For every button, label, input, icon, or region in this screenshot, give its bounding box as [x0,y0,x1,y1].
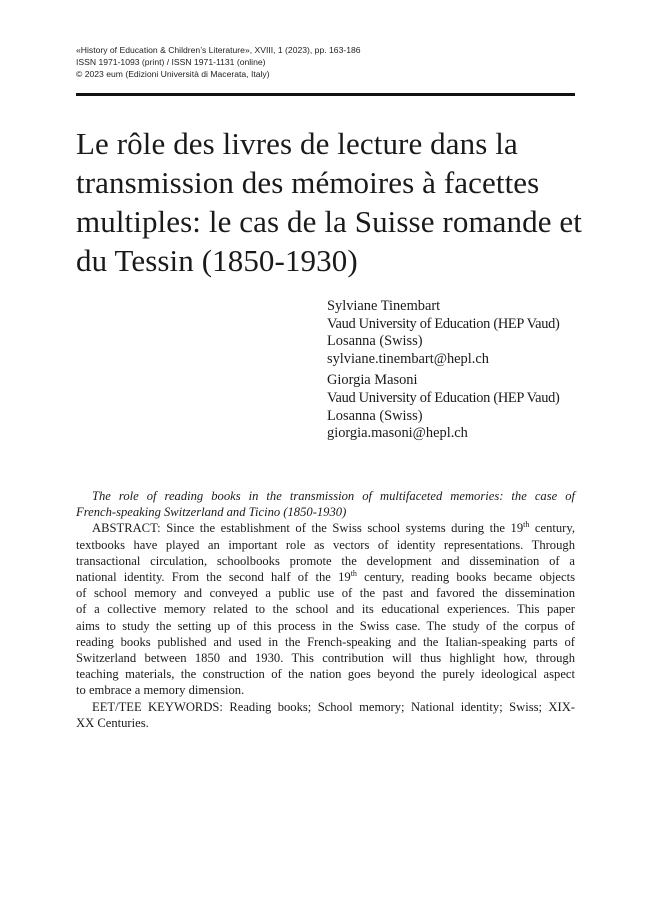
author-email[interactable]: sylviane.tinembart@hepl.ch [327,350,489,367]
abstract-text: century, reading books became objects [356,570,575,585]
author-affiliation: Vaud University of Education (HEP Vaud) [327,315,560,332]
abstract-line: of a collective memory related to the school and its educational experiences. This paper [76,602,575,617]
title-line: Le rôle des livres de lecture dans la [76,126,518,161]
abstract-text: ABSTRACT: Since the establishment of the Swiss school systems during the 19 [92,521,524,536]
abstract-text: century, [529,521,575,536]
author-name: Sylviane Tinembart [327,298,441,314]
abstract-line: transactional circulation, schoolbooks promote the development and dissemination of a [76,553,575,568]
superscript: th [523,520,530,530]
abstract-line: Switzerland between 1850 and 1930. This contribution will thus highlight how, through [76,651,575,666]
author-block [327,372,587,442]
abstract-line [76,569,575,585]
keywords-line: XX Centuries. [76,715,149,730]
author-location: Losanna (Swiss) [327,333,423,350]
paper-title [76,124,596,280]
abstract-line: reading books published and used in the French-speaking and the Italian-speaking parts of [76,634,575,649]
english-title-line: The role of reading books in the transmission of multifaceted memories: the case of [92,489,575,503]
keywords-line: EET/TEE KEYWORDS: Reading books; School memory; National identity; Swiss; XIX- [92,699,575,714]
abstract-line: of school memory and conveyed a public use of the past and favored the dissemination [76,586,575,601]
english-title-line: French-speaking Switzerland and Ticino (1850-1930) [76,505,347,520]
title-line: du Tessin (1850-1930) [76,243,358,278]
title-line: transmission des mémoires à facettes [76,165,540,200]
author-email[interactable]: giorgia.masoni@hepl.ch [327,425,468,442]
author-block [327,298,587,368]
abstract-line: teaching materials, the construction of the nation goes beyond the purely ideological aspect [76,667,575,682]
header-rule [76,93,575,96]
journal-citation: «History of Education & Children’s Literature», XVIII, 1 (2023), pp. 163-186 [76,45,361,55]
title-line: multiples: le cas de la Suisse romande et [76,204,583,239]
abstract-line: aims to study the setting up of this process in the Swiss case. The study of the corpus of [76,618,575,633]
author-name: Giorgia Masoni [327,372,418,389]
journal-header [76,44,576,80]
journal-issn: ISSN 1971-1093 (print) / ISSN 1971-1131 (online) [76,57,266,67]
journal-copyright: © 2023 eum (Edizioni Università di Macerata, Italy) [76,69,270,79]
author-list [327,298,587,443]
superscript: th [350,568,357,578]
author-affiliation: Vaud University of Education (HEP Vaud) [327,389,560,406]
abstract-text: national identity. From the second half of the 19 [76,570,351,585]
abstract-line: to embrace a memory dimension. [76,683,245,698]
author-location: Losanna (Swiss) [327,407,423,424]
abstract-line [76,520,575,536]
abstract-section [76,488,575,731]
abstract-line: textbooks have played an important role as vectors of identity representations. Through [76,537,575,552]
